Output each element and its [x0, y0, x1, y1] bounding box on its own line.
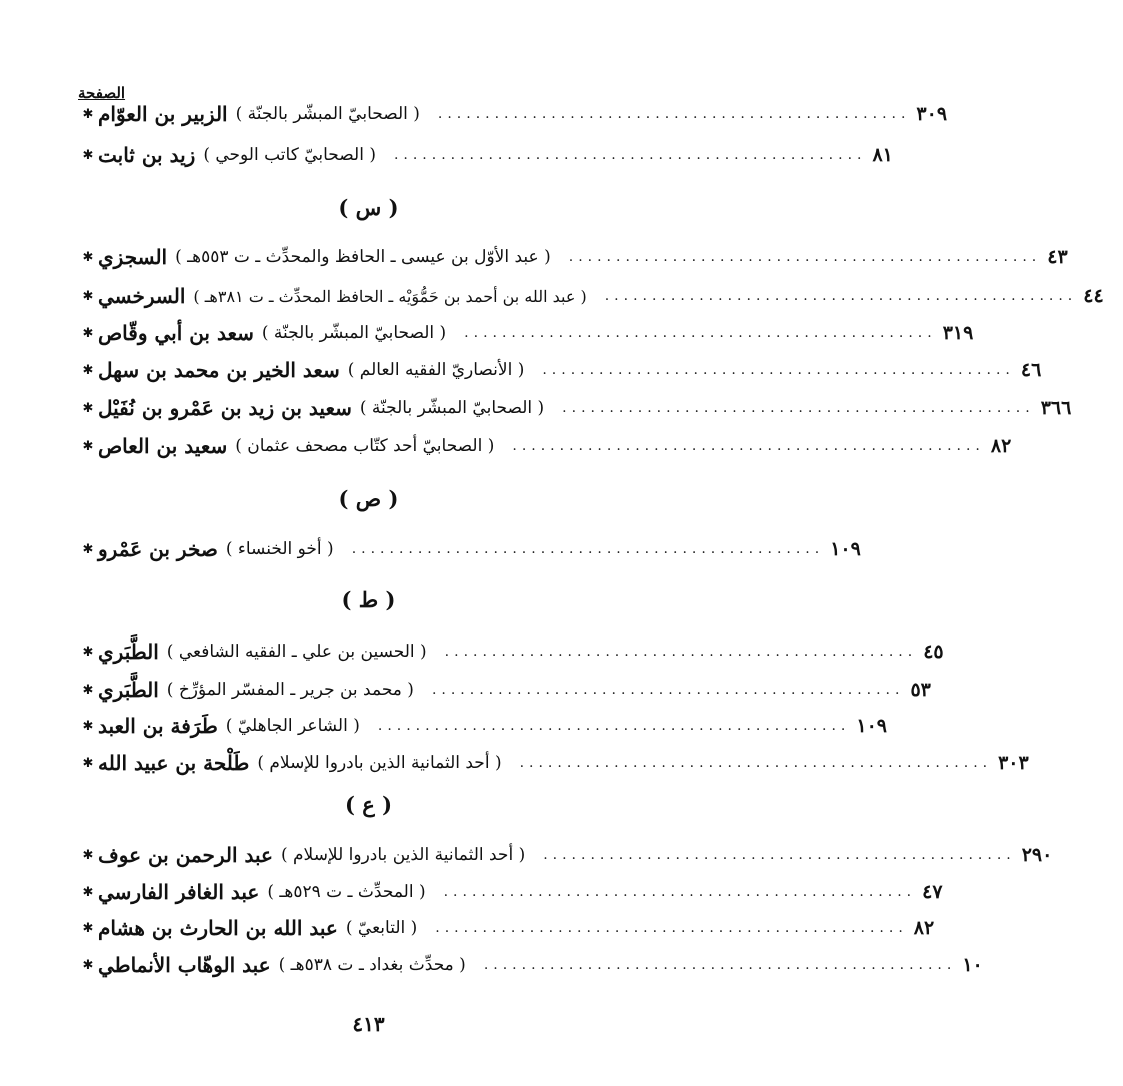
section-heading: ( ص ): [338, 486, 399, 511]
entry-page-number: ٤٤: [1083, 285, 1104, 307]
entry-description: ( أحد الثمانية الذين بادروا للإسلام ): [280, 845, 526, 865]
entry-name: سعد الخير بن محمد بن سهل: [98, 358, 340, 382]
leader-dots: ..................................................: [512, 438, 985, 454]
entry-description: ( محمد بن جرير ـ المفسّر المؤرِّخ ): [166, 680, 414, 700]
index-entry: [78, 391, 1072, 425]
bullet-icon: ✱: [82, 718, 94, 734]
index-entry: [78, 97, 948, 131]
entry-page-number: ٨٢: [990, 435, 1012, 457]
entry-description: ( أحد الثمانية الذين بادروا للإسلام ): [257, 753, 502, 773]
bullet-icon: ✱: [82, 325, 94, 341]
entry-description: ( الصحابيّ المبشّر بالجنّة ): [359, 398, 545, 418]
entry-page-number: ٣٠٩: [916, 103, 948, 125]
page-column-header: الصفحة: [78, 84, 126, 102]
entry-page-number: ٨٢: [913, 917, 935, 939]
entry-page-number: ٤٣: [1047, 246, 1068, 268]
entry-name: عبد الغافر الفارسي: [98, 880, 260, 904]
entry-description: ( الشاعر الجاهليّ ): [225, 716, 360, 736]
leader-dots: ..................................................: [393, 147, 867, 163]
entry-name: صخر بن عَمْرو: [98, 537, 218, 561]
index-entry: [78, 838, 1053, 872]
index-entry: [78, 673, 931, 707]
entry-description: ( الحسين بن علي ـ الفقيه الشافعي ): [166, 642, 427, 662]
entry-page-number: ٣٠٣: [998, 752, 1029, 774]
entry-name: عبد الوهّاب الأنماطي: [98, 953, 271, 977]
entry-page-number: ١٠٩: [830, 538, 861, 560]
bullet-icon: ✱: [82, 438, 94, 454]
index-entry: [78, 746, 1029, 780]
leader-dots: ..................................................: [604, 288, 1078, 304]
index-entry: [78, 316, 974, 350]
entry-page-number: ١٠٩: [856, 715, 888, 737]
entry-page-number: ٨١: [872, 144, 893, 166]
entry-name: الزبير بن العوّام: [98, 102, 228, 126]
entry-name: طَلْحة بن عبيد الله: [98, 751, 250, 775]
bullet-icon: ✱: [82, 847, 94, 863]
entry-page-number: ٣١٩: [942, 322, 974, 344]
entry-description: ( الأنصاريّ الفقيه العالم ): [347, 360, 525, 380]
leader-dots: ..................................................: [483, 957, 957, 973]
bullet-icon: ✱: [82, 288, 94, 304]
page-number-footer: ٤١٣: [352, 1012, 385, 1036]
section-heading: ( ط ): [341, 587, 396, 612]
index-entry: [78, 948, 983, 982]
leader-dots: ..................................................: [568, 249, 1042, 265]
entry-name: السرخسي: [98, 284, 186, 308]
entry-page-number: ١٠: [962, 954, 983, 976]
bullet-icon: ✱: [82, 400, 94, 416]
entry-name: سعيد بن زيد بن عَمْرو بن نُفَيْل: [98, 396, 352, 420]
entry-description: ( عبد الله بن أحمد بن حَمُّوَيْه ـ الحافظ المحدِّث ـ ت ٣٨١هـ ): [193, 286, 587, 306]
entry-name: الطَّبَري: [98, 678, 159, 702]
index-entry: [78, 353, 1042, 387]
entry-description: ( الصحابيّ أحد كتّاب مصحف عثمان ): [235, 436, 495, 456]
leader-dots: ..................................................: [435, 920, 908, 936]
entry-description: ( محدِّث بغداد ـ ت ٥٣٨هـ ): [278, 955, 466, 975]
leader-dots: ..................................................: [351, 541, 825, 557]
leader-dots: ..................................................: [444, 644, 918, 660]
leader-dots: ..................................................: [437, 106, 911, 122]
bullet-icon: ✱: [82, 920, 94, 936]
index-entry: [78, 911, 935, 945]
section-heading: ( س ): [338, 195, 399, 220]
bullet-icon: ✱: [82, 884, 94, 900]
bullet-icon: ✱: [82, 362, 94, 378]
leader-dots: ..................................................: [431, 682, 905, 698]
entry-description: ( المحدِّث ـ ت ٥٢٩هـ ): [267, 882, 426, 902]
bullet-icon: ✱: [82, 249, 94, 265]
leader-dots: ..................................................: [542, 362, 1015, 378]
leader-dots: ..................................................: [464, 325, 937, 341]
section-heading: ( ع ): [344, 792, 393, 817]
entry-name: عبد الله بن الحارث بن هشام: [98, 916, 338, 940]
entry-name: زيد بن ثابت: [98, 143, 196, 167]
entry-name: الطَّبَري: [98, 640, 159, 664]
index-entry: [78, 635, 944, 669]
bullet-icon: ✱: [82, 644, 94, 660]
index-entry: [78, 279, 1104, 313]
entry-name: عبد الرحمن بن عوف: [98, 843, 273, 867]
leader-dots: ..................................................: [377, 718, 851, 734]
entry-description: ( التابعيّ ): [345, 918, 418, 938]
entry-name: سعيد بن العاص: [98, 434, 228, 458]
leader-dots: ..................................................: [443, 884, 917, 900]
entry-description: ( الصحابيّ المبشّر بالجنّة ): [261, 323, 447, 343]
index-entry: [78, 709, 888, 743]
entry-description: ( الصحابيّ المبشّر بالجنّة ): [235, 104, 420, 124]
entry-page-number: ٢٩٠: [1021, 844, 1053, 866]
entry-name: سعد بن أبي وقّاص: [98, 321, 254, 345]
bullet-icon: ✱: [82, 541, 94, 557]
entry-page-number: ٤٧: [922, 881, 943, 903]
index-entry: [78, 875, 943, 909]
entry-name: السجزي: [98, 245, 168, 269]
index-entry: [78, 532, 861, 566]
leader-dots: ..................................................: [543, 847, 1016, 863]
entry-page-number: ٣٦٦: [1040, 397, 1072, 419]
entry-page-number: ٤٦: [1020, 359, 1042, 381]
bullet-icon: ✱: [82, 682, 94, 698]
index-entry: [78, 240, 1068, 274]
entry-description: ( أخو الخنساء ): [225, 539, 334, 559]
leader-dots: ..................................................: [562, 400, 1035, 416]
leader-dots: ..................................................: [519, 755, 993, 771]
bullet-icon: ✱: [82, 106, 94, 122]
bullet-icon: ✱: [82, 755, 94, 771]
bullet-icon: ✱: [82, 147, 94, 163]
bullet-icon: ✱: [82, 957, 94, 973]
entry-page-number: ٥٣: [910, 679, 931, 701]
entry-description: ( عبد الأوّل بن عيسى ـ الحافظ والمحدِّث ـ ت ٥٥٣هـ ): [175, 247, 551, 267]
index-entry: [78, 429, 1012, 463]
entry-page-number: ٤٥: [923, 641, 944, 663]
entry-description: ( الصحابيّ كاتب الوحي ): [203, 145, 376, 165]
entry-name: طَرَفة بن العبد: [98, 714, 218, 738]
index-entry: [78, 138, 893, 172]
